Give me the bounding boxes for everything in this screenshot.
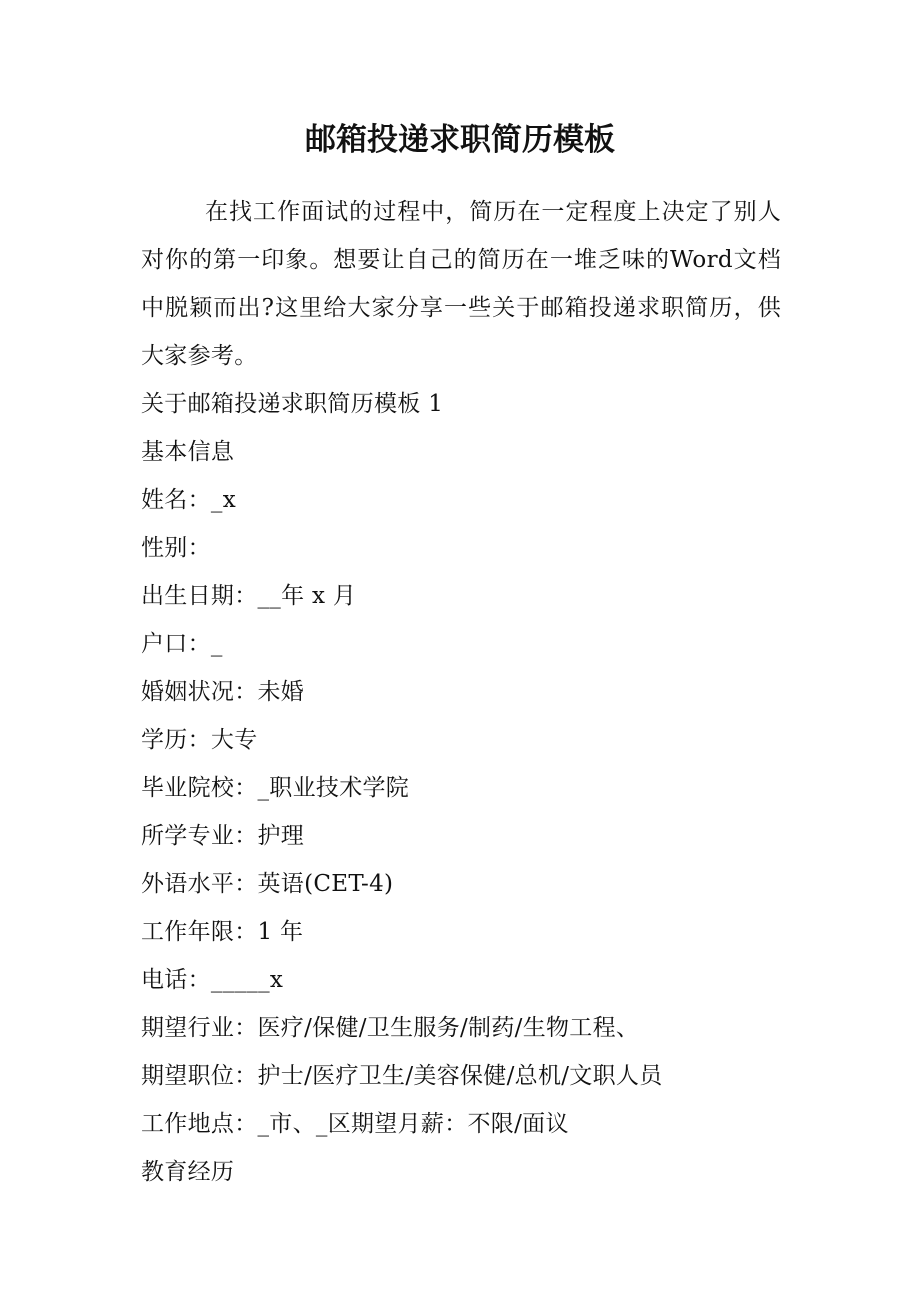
field-line: 工作年限：1 年 — [141, 919, 304, 945]
field-line: 外语水平：英语(CET-4) — [141, 871, 394, 897]
section-heading: 基本信息 — [141, 439, 235, 465]
field-line: 期望行业：医疗/保健/卫生服务/制药/生物工程、 — [141, 1015, 640, 1041]
resume-lines — [141, 380, 781, 1196]
document-title: 邮箱投递求职简历模板 — [305, 122, 615, 158]
field-line: 毕业院校：_职业技术学院 — [141, 775, 410, 801]
field-line: 婚姻状况：未婚 — [141, 679, 305, 705]
field-line: 所学专业：护理 — [141, 823, 305, 849]
field-line: 工作地点：_市、_区期望月薪：不限/面议 — [141, 1111, 569, 1137]
field-line: 性别： — [141, 535, 211, 561]
field-line: 出生日期：__年 x 月 — [141, 583, 357, 609]
section-heading: 关于邮箱投递求职简历模板 1 — [141, 391, 444, 417]
field-line: 学历：大专 — [141, 727, 258, 753]
field-line: 户口：_ — [141, 631, 223, 657]
field-line: 期望职位：护士/医疗卫生/美容保健/总机/文职人员 — [141, 1063, 663, 1089]
section-heading: 教育经历 — [141, 1159, 235, 1185]
field-line: 电话：_____x — [141, 967, 284, 993]
intro-paragraph: 在找工作面试的过程中，简历在一定程度上决定了别人对你的第一印象。想要让自己的简历在一堆乏味的Word文档中脱颖而出?这里给大家分享一些关于邮箱投递求职简历，供大家参考。 — [141, 199, 781, 369]
field-line: 姓名：_x — [141, 487, 236, 513]
